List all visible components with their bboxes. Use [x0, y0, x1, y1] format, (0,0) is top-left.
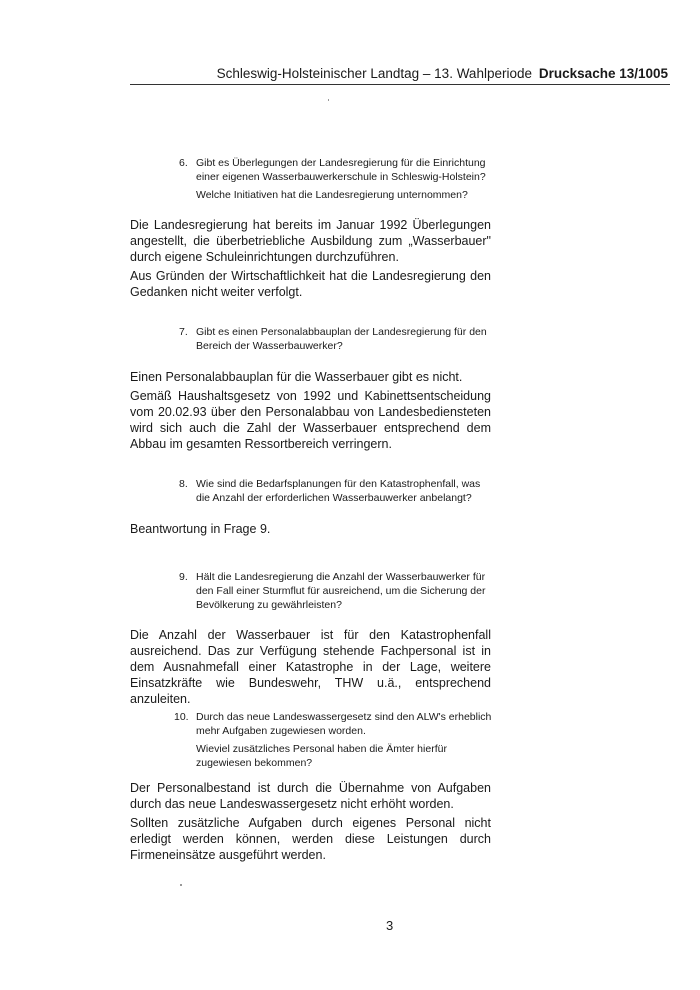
question-text: Wie sind die Bedarfsplanungen für den Katastrophenfall, was die Anzahl der erforderlichen Wasserbauwerker anbelangt?: [196, 478, 481, 504]
question-text: Hält die Landesregierung die Anzahl der Wasserbauwerker für den Fall einer Sturmflut für ausreichend, um die Sicherung der Bevölkerung zu gewährleisten?: [196, 571, 486, 611]
scan-speck: [180, 884, 182, 886]
answer-paragraph: Gemäß Haushaltsgesetz von 1992 und Kabinettsentscheidung vom 20.02.93 über den Personalabbau von Landesbediensteten wird sich auch die Zahl der Wasserbauer entsprechend dem Abbau im gesamten Ressortbereich verringern.: [130, 389, 491, 451]
question-number: 9.: [179, 571, 188, 583]
page-number: 3: [386, 918, 394, 933]
answer-paragraph: Beantwortung in Frage 9.: [130, 522, 271, 536]
question-text: Welche Initiativen hat die Landesregierung unternommen?: [196, 189, 468, 201]
question-9: [179, 570, 496, 612]
question-7: [179, 325, 502, 353]
answer-paragraph: Sollten zusätzliche Aufgaben durch eigenes Personal nicht erledigt werden können, werden diese Leistungen durch Firmeneinsätze ausgeführt werden.: [130, 816, 491, 862]
answer-6: [130, 217, 491, 300]
question-text: Gibt es einen Personalabbauplan der Landesregierung für den Bereich der Wasserbauwerker?: [196, 326, 487, 352]
answer-8: [130, 521, 491, 537]
question-6: [179, 156, 502, 202]
answer-7: [130, 369, 491, 452]
question-text: Gibt es Überlegungen der Landesregierung für die Einrichtung einer eigenen Wasserbauwerkerschule in Schleswig-Holstein?: [196, 157, 486, 183]
drucksache-number: Drucksache 13/1005: [538, 66, 668, 81]
answer-9: [130, 627, 491, 707]
question-10: [174, 710, 496, 770]
question-number: 6.: [179, 157, 188, 169]
question-text: Wieviel zusätzliches Personal haben die Ämter hierfür zugewiesen bekommen?: [196, 743, 447, 769]
answer-paragraph: Der Personalbestand ist durch die Übernahme von Aufgaben durch das neue Landeswassergesetz nicht erhöht worden.: [130, 781, 491, 811]
question-number: 10.: [174, 711, 189, 723]
question-text: Durch das neue Landeswassergesetz sind den ALW's erheblich mehr Aufgaben zugewiesen worden.: [196, 711, 492, 737]
answer-paragraph: Die Anzahl der Wasserbauer ist für den Katastrophenfall ausreichend. Das zur Verfügung stehende Fachpersonal ist in dem Ausnahmefall einer Katastrophe in der Lage, weitere Einsatzkräfte wie Bundeswehr, THW u.ä., entsprechend anzuleiten.: [130, 628, 491, 706]
answer-paragraph: Aus Gründen der Wirtschaftlichkeit hat die Landesregierung den Gedanken nicht weiter verfolgt.: [130, 269, 491, 299]
question-number: 8.: [179, 478, 188, 490]
answer-paragraph: Einen Personalabbauplan für die Wasserbauer gibt es nicht.: [130, 370, 463, 384]
scan-speck: [328, 99, 329, 101]
page-header: [130, 66, 670, 85]
header-title: Schleswig-Holsteinischer Landtag – 13. Wahlperiode: [216, 66, 532, 81]
answer-paragraph: Die Landesregierung hat bereits im Januar 1992 Überlegungen angestellt, die überbetriebliche Ausbildung zum „Wasserbauer" durch eigene Schuleinrichtungen durchzuführen.: [130, 218, 491, 264]
question-number: 7.: [179, 326, 188, 338]
question-8: [179, 477, 494, 505]
answer-10: [130, 780, 491, 863]
